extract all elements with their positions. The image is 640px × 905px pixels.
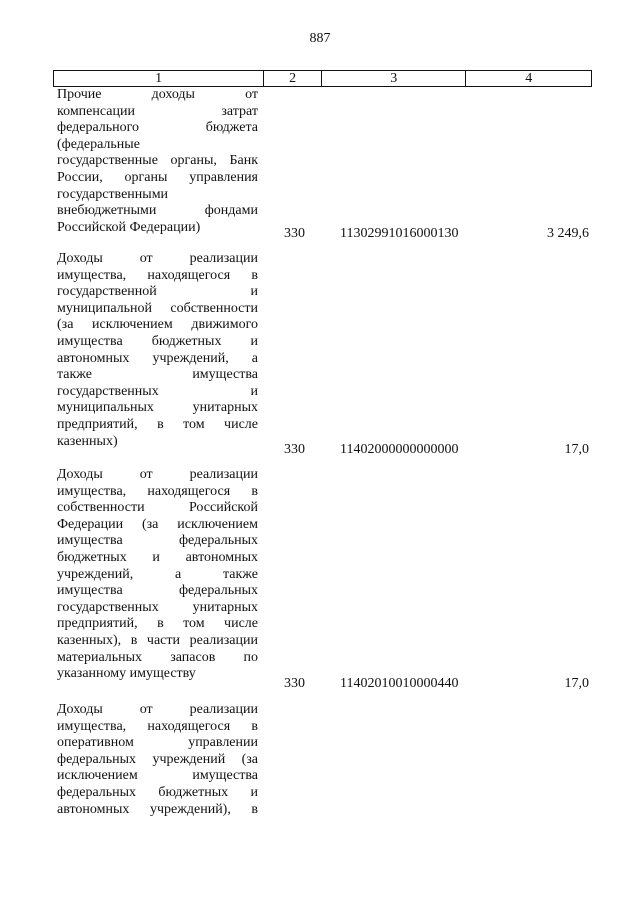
amount-value: 17,0 xyxy=(564,442,589,457)
grbs-code: 330 xyxy=(284,442,305,457)
description-line: муниципальных унитарных xyxy=(57,400,258,416)
description-line: (федеральные xyxy=(57,136,140,152)
description-line: имущества федеральных xyxy=(57,583,258,599)
description-line: Федерации (за исключением xyxy=(57,516,258,532)
row-description xyxy=(57,251,258,450)
description-line: государственных и xyxy=(57,383,258,399)
description-line: государственной и xyxy=(57,284,258,300)
description-line: Доходы от реализации xyxy=(57,702,258,717)
row-description xyxy=(57,702,258,818)
description-line: казенных) xyxy=(57,433,118,449)
grbs-code: 330 xyxy=(284,226,305,241)
description-line: Доходы от реализации xyxy=(57,467,258,482)
row-description xyxy=(57,467,258,683)
description-line: государственными xyxy=(57,186,169,202)
grbs-code: 330 xyxy=(284,676,305,691)
description-line: учреждений, а также xyxy=(57,566,258,582)
header-col-4: 4 xyxy=(525,71,533,86)
amount-value: 3 249,6 xyxy=(547,226,589,241)
description-line: имущества федеральных xyxy=(57,533,258,549)
amount-value: 17,0 xyxy=(564,676,589,691)
description-line: собственности Российской xyxy=(57,500,258,516)
row-description xyxy=(57,87,258,236)
description-line: (за исключением движимого xyxy=(57,317,258,333)
description-line: Доходы от реализации xyxy=(57,251,258,266)
description-line: Прочие доходы от xyxy=(57,87,258,102)
description-line: также имущества xyxy=(57,367,258,383)
description-line: исключением имущества xyxy=(57,768,258,784)
description-line: федерального бюджета xyxy=(57,120,258,136)
description-line: предприятий, в том числе xyxy=(57,416,258,432)
description-line: внебюджетными фондами xyxy=(57,203,258,219)
description-line: имущества бюджетных и xyxy=(57,333,258,349)
page-number: 887 xyxy=(309,31,331,46)
description-line: государственные органы, Банк xyxy=(57,153,258,169)
description-line: бюджетных и автономных xyxy=(57,549,258,565)
description-line: оперативном управлении xyxy=(57,735,258,751)
budget-classification-code: 11302991016000130 xyxy=(340,226,459,241)
header-col-3: 3 xyxy=(322,71,466,86)
description-line: федеральных бюджетных и xyxy=(57,784,258,800)
description-line: имущества, находящегося в xyxy=(57,483,258,499)
description-line: Российской Федерации) xyxy=(57,219,201,235)
description-line: федеральных учреждений (за xyxy=(57,751,258,767)
table-header-row xyxy=(53,70,592,87)
description-line: имущества, находящегося в xyxy=(57,267,258,283)
header-col-2: 2 xyxy=(264,71,322,86)
budget-classification-code: 11402000000000000 xyxy=(340,442,459,457)
description-line: указанному имуществу xyxy=(57,666,196,682)
description-line: имущества, находящегося в xyxy=(57,718,258,734)
description-line: автономных учреждений), в xyxy=(57,801,258,817)
budget-classification-code: 11402010010000440 xyxy=(340,676,459,691)
description-line: компенсации затрат xyxy=(57,103,258,119)
header-col-1: 1 xyxy=(54,71,264,86)
description-line: казенных), в части реализации xyxy=(57,632,258,648)
description-line: автономных учреждений, а xyxy=(57,350,258,366)
description-line: материальных запасов по xyxy=(57,649,258,665)
description-line: муниципальной собственности xyxy=(57,300,258,316)
description-line: государственных унитарных xyxy=(57,599,258,615)
description-line: России, органы управления xyxy=(57,169,258,185)
description-line: предприятий, в том числе xyxy=(57,616,258,632)
